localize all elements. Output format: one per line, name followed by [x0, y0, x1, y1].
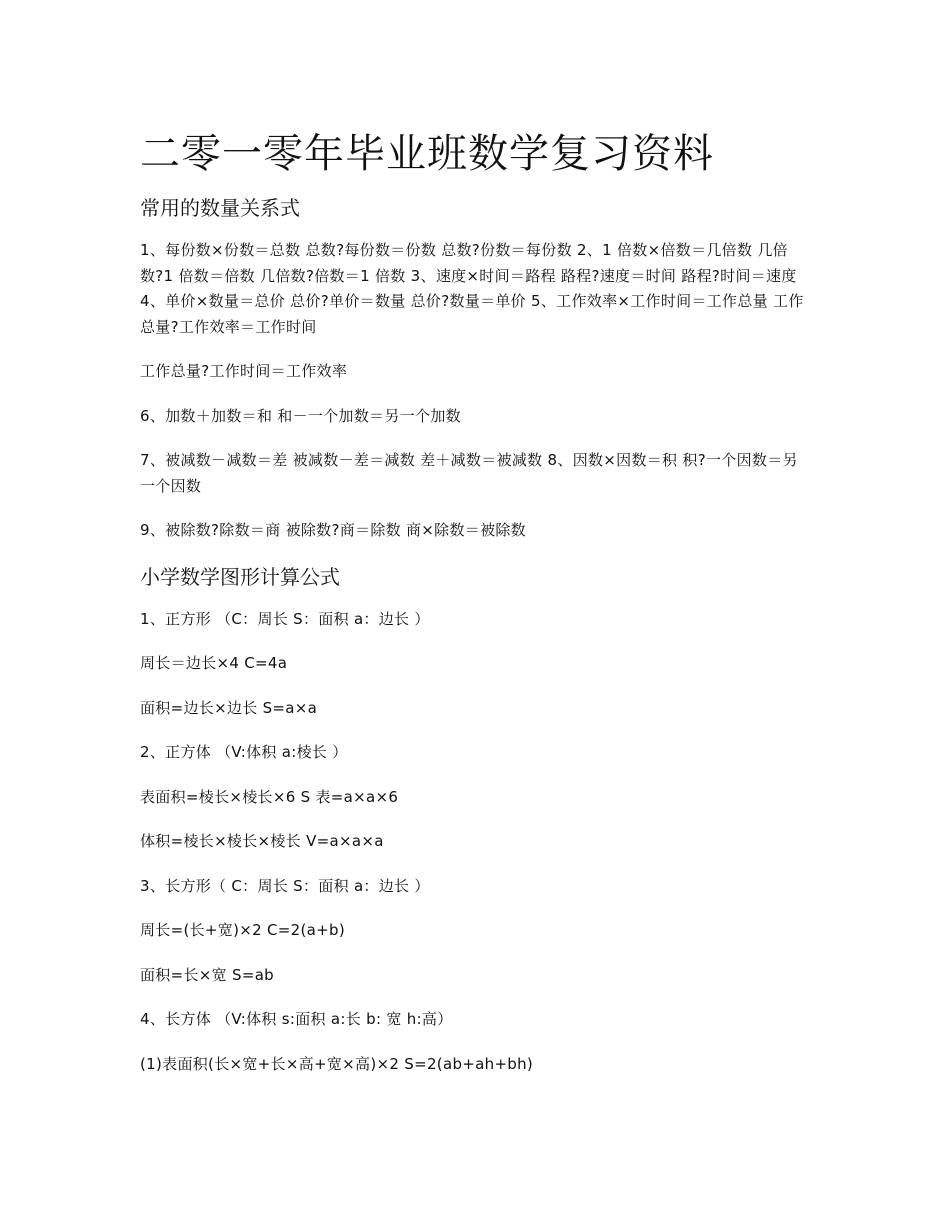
paragraph-rectangle-perimeter: 周长=(长+宽)×2 C=2(a+b): [140, 921, 345, 939]
paragraph-relations-1-5: 1、每份数×份数＝总数 总数?每份数＝份数 总数?份数＝每份数 2、1 倍数×倍数＝几倍数 几倍数?1 倍数＝倍数 几倍数?倍数＝1 倍数 3、速度×时间＝路程 路程?速度＝时间 路程?时间＝速度 4、单价×数量＝总价 总价?单价＝数量 总价?数量＝单价 5、工作效率×工作时间＝工作总量 工作总量?工作效率＝工作时间: [140, 241, 804, 336]
paragraph-work-efficiency: 工作总量?工作时间＝工作效率: [140, 362, 348, 380]
paragraph-square-definition: 1、正方形 （C：周长 S：面积 a：边长 ）: [140, 609, 430, 628]
section-heading-geometry-formulas: 小学数学图形计算公式: [140, 564, 340, 589]
paragraph-square-area: 面积=边长×边长 S=a×a: [140, 698, 318, 717]
paragraph-addition: 6、加数＋加数＝和 和－一个加数＝另一个加数: [140, 406, 461, 425]
paragraph-cuboid-surface-area: (1)表面积(长×宽+长×高+宽×高)×2 S=2(ab+ah+bh): [140, 1054, 534, 1073]
paragraph-square-perimeter: 周长＝边长×4 C=4a: [140, 654, 288, 672]
paragraph-cube-definition: 2、正方体 （V:体积 a:棱长 ）: [140, 743, 348, 761]
paragraph-subtraction-multiplication: 7、被减数－减数＝差 被减数－差＝减数 差＋减数＝被减数 8、因数×因数＝积 积?一个因数＝另一个因数: [140, 451, 798, 495]
document-page: [140, 128, 808, 1096]
paragraph-cube-volume: 体积=棱长×棱长×棱长 V=a×a×a: [140, 832, 384, 850]
document-title: 二零一零年毕业班数学复习资料: [140, 131, 714, 177]
paragraph-cube-surface-area: 表面积=棱长×棱长×6 S 表=a×a×6: [140, 787, 399, 806]
paragraph-rectangle-area: 面积=长×宽 S=ab: [140, 965, 275, 984]
paragraph-rectangle-definition: 3、长方形（ C：周长 S：面积 a：边长 ）: [140, 876, 430, 895]
paragraph-division: 9、被除数?除数＝商 被除数?商＝除数 商×除数＝被除数: [140, 521, 526, 539]
section-heading-quantity-relations: 常用的数量关系式: [140, 196, 300, 220]
paragraph-cuboid-definition: 4、长方体 （V:体积 s:面积 a:长 b: 宽 h:高）: [140, 1010, 453, 1028]
